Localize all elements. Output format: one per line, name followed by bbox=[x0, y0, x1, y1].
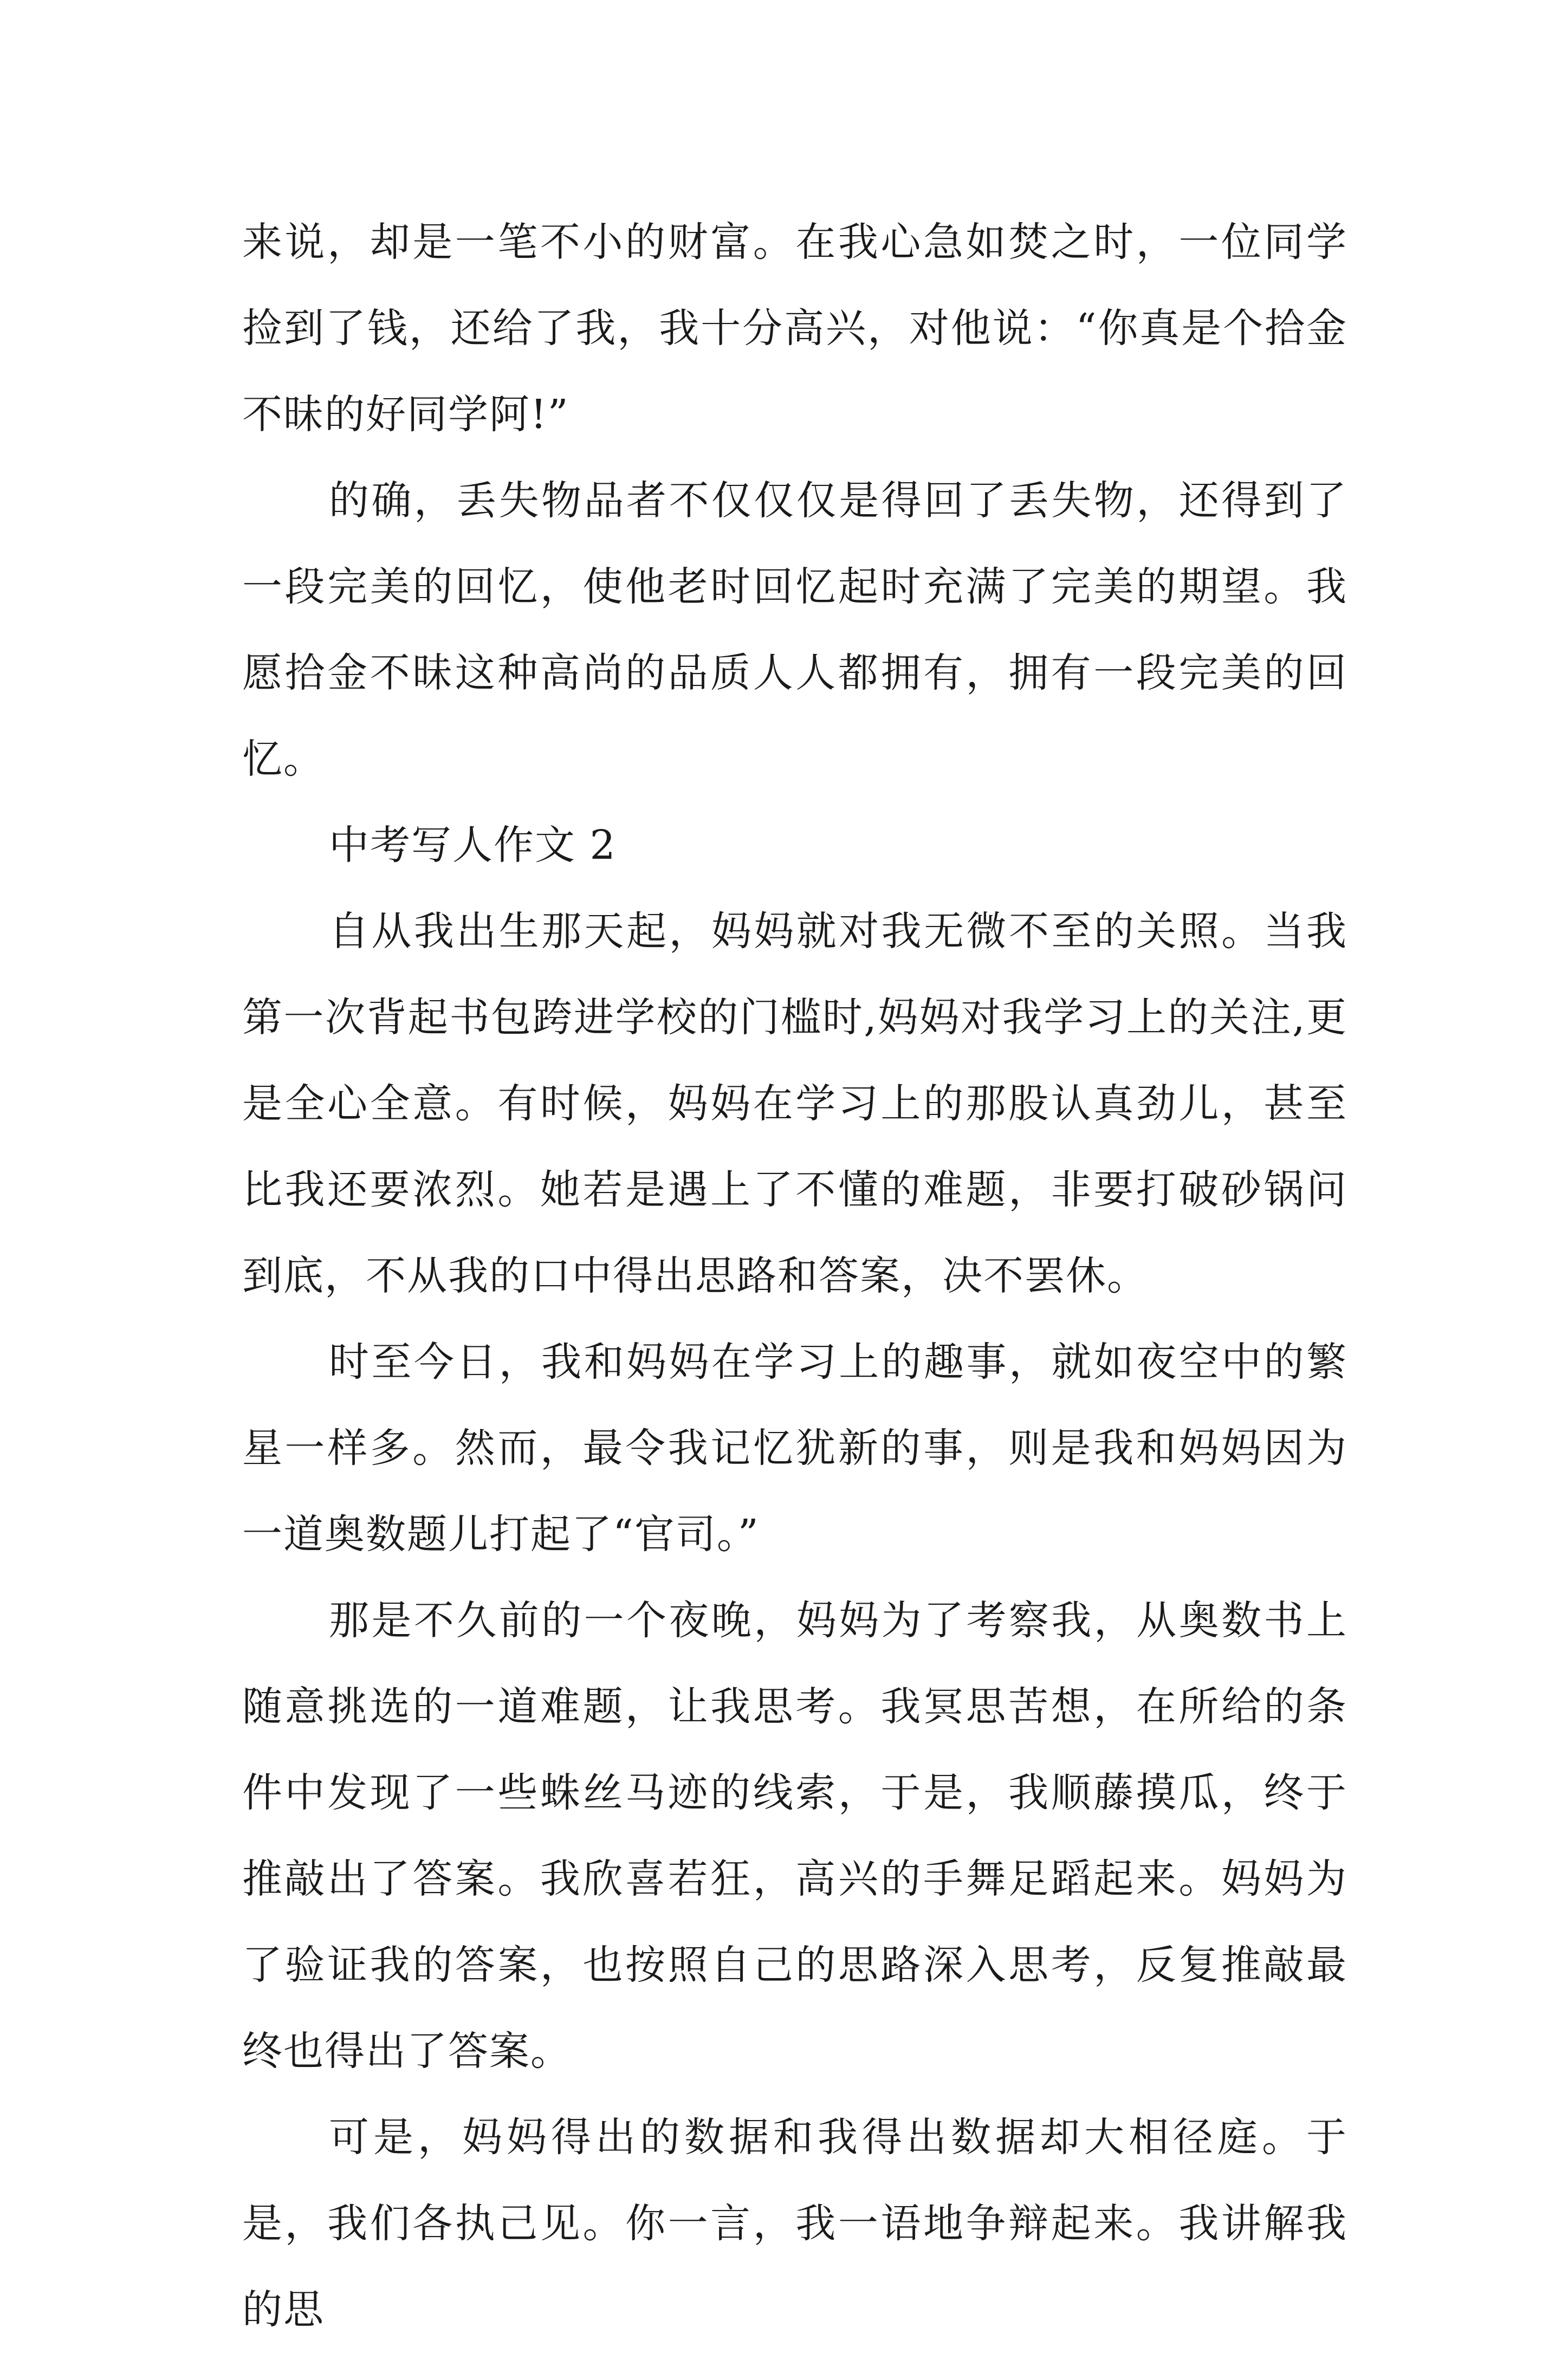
paragraph: 自从我出生那天起，妈妈就对我无微不至的关照。当我第一次背起书包跨进学校的门槛时,妈妈对我学习上的关注,更是全心全意。有时候，妈妈在学习上的那股认真劲儿，甚至比我还要浓烈。她若是遇上了不懂的难题，非要打破砂锅问到底，不从我的口中得出思路和答案，决不罢休。 bbox=[242, 908, 1347, 1299]
section-heading: 中考写人作文 2 bbox=[329, 822, 617, 868]
paragraph: 时至今日，我和妈妈在学习上的趣事，就如夜空中的繁星一样多。然而，最令我记忆犹新的事，则是我和妈妈因为一道奥数题儿打起了“官司。” bbox=[242, 1339, 1347, 1558]
paragraph: 那是不久前的一个夜晚，妈妈为了考察我，从奥数书上随意挑选的一道难题，让我思考。我冥思苦想，在所给的条件中发现了一些蛛丝马迹的线索，于是，我顺藤摸瓜，终于推敲出了答案。我欣喜若狂，高兴的手舞足蹈起来。妈妈为了验证我的答案，也按照自己的思路深入思考，反复推敲最终也得出了答案。 bbox=[242, 1597, 1347, 2075]
paragraph: 的确，丢失物品者不仅仅仅是得回了丢失物，还得到了一段完美的回忆，使他老时回忆起时充满了完美的期望。我愿拾金不昧这种高尚的品质人人都拥有，拥有一段完美的回忆。 bbox=[242, 477, 1347, 782]
paragraph: 可是，妈妈得出的数据和我得出数据却大相径庭。于是，我们各执己见。你一言，我一语地争辩起来。我讲解我的思 bbox=[242, 2114, 1347, 2333]
paragraph: 来说，却是一笔不小的财富。在我心急如焚之时，一位同学捡到了钱，还给了我，我十分高兴，对他说：“你真是个拾金不昧的好同学阿!” bbox=[242, 219, 1347, 438]
document-body bbox=[242, 199, 1347, 2353]
